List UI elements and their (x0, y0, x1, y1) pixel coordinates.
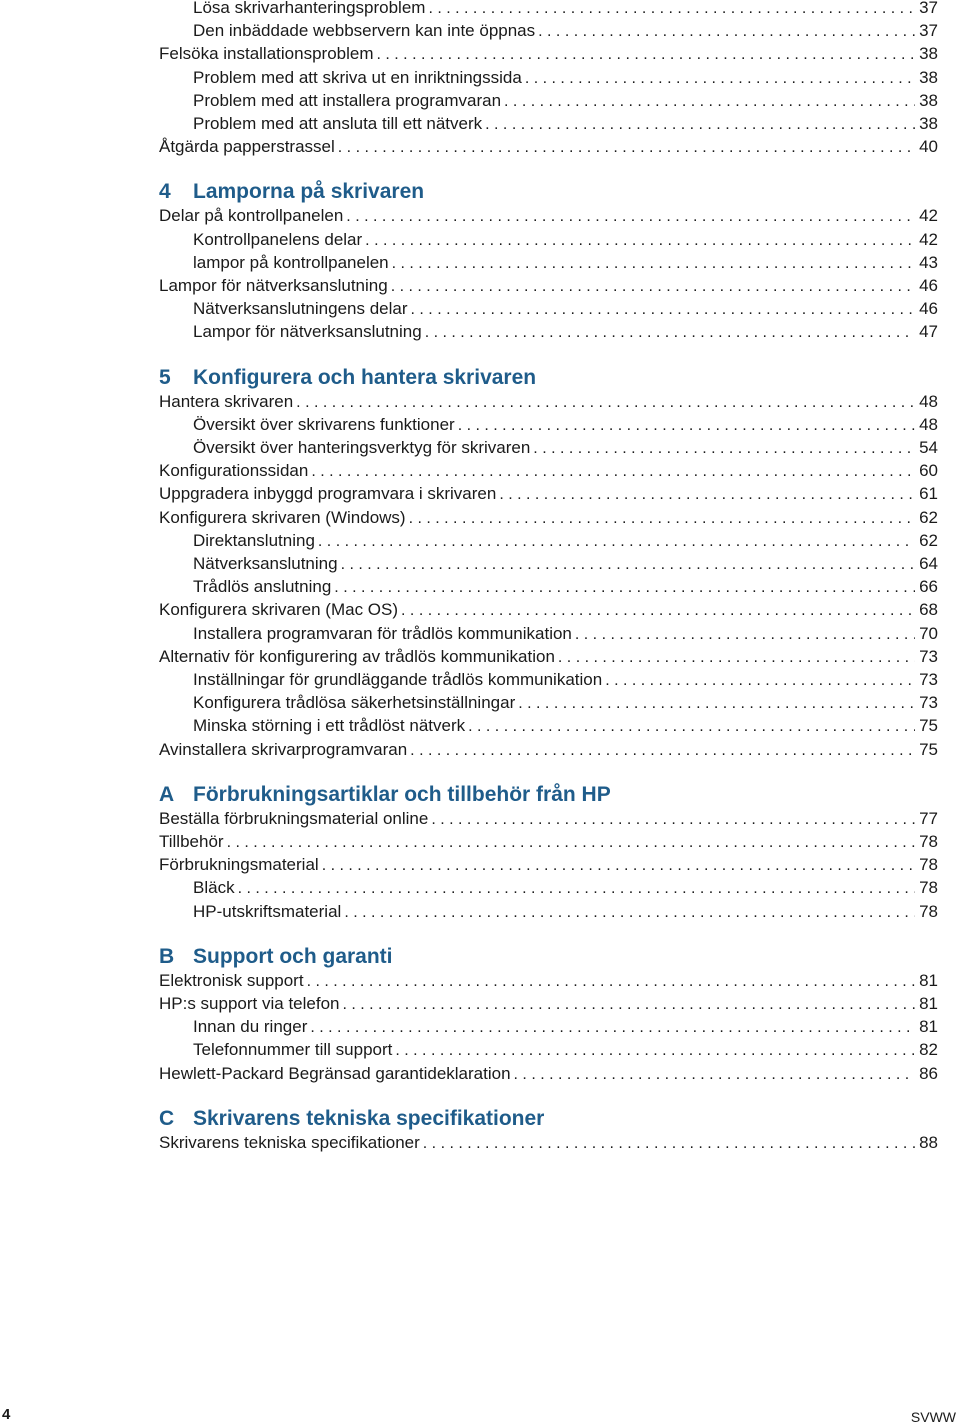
toc-entry[interactable] (159, 253, 938, 276)
toc-entry-page: 66 (919, 577, 938, 597)
toc-entry-title: HP-utskriftsmaterial (193, 901, 342, 921)
toc-entry-page: 70 (919, 623, 938, 643)
toc-entry-page: 42 (919, 229, 938, 249)
dot-leader (365, 231, 915, 251)
toc-entry[interactable] (159, 68, 938, 91)
dot-leader (377, 45, 916, 65)
toc-entry-page: 43 (919, 252, 938, 272)
toc-entry-page: 62 (919, 507, 938, 527)
toc-entry[interactable] (159, 415, 938, 438)
toc-entry-page: 38 (919, 44, 938, 64)
toc-entry-title: Konfigurationssidan (159, 461, 309, 481)
dot-leader (514, 1065, 916, 1085)
toc-entry-title: Konfigurera trådlösa säkerhetsinställningar (193, 693, 516, 713)
dot-leader (334, 578, 915, 598)
dot-leader (425, 323, 915, 343)
toc-entry-title: Nätverksanslutning (193, 554, 338, 573)
toc-entry[interactable] (159, 230, 938, 253)
toc-entry-page: 86 (919, 1063, 938, 1083)
toc-entry[interactable] (159, 0, 938, 21)
dot-leader (318, 532, 915, 552)
dot-leader (605, 671, 915, 691)
toc-entry-page: 62 (919, 530, 938, 550)
toc-entry-page: 75 (919, 739, 938, 759)
dot-leader (411, 300, 916, 320)
footer-language-code: SVWW (910, 1409, 956, 1425)
toc-entry-title: Elektronisk support (159, 970, 304, 990)
toc-entry-title: Skrivarens tekniska specifikationer (159, 1132, 420, 1152)
chapter-number: A (159, 782, 175, 806)
dot-leader (499, 485, 915, 505)
toc-entry-title: Översikt över skrivarens funktioner (193, 414, 455, 434)
dot-leader (428, 0, 915, 19)
toc-entry-title: Åtgärda papperstrassel (159, 137, 335, 157)
toc-entry-title: Problem med att skriva ut en inriktningssida (193, 67, 522, 87)
toc-entry-page: 38 (919, 90, 938, 110)
toc-entry-title: Telefonnummer till support (193, 1040, 393, 1060)
toc-entry-title: Konfigurera skrivaren (Windows) (159, 507, 406, 527)
toc-entry-title: Lösa skrivarhanteringsproblem (193, 0, 426, 17)
toc-entry[interactable] (159, 832, 938, 855)
toc-entry[interactable] (159, 484, 938, 507)
toc-entry[interactable] (159, 1064, 938, 1087)
dot-leader (346, 207, 915, 227)
dot-leader (392, 254, 915, 274)
chapter-heading (159, 943, 393, 973)
toc-entry[interactable] (159, 461, 938, 484)
toc-entry-title: Alternativ för konfigurering av trådlös kommunikation (159, 646, 555, 666)
toc-entry-page: 37 (919, 21, 938, 41)
toc-entry-page: 46 (919, 299, 938, 319)
chapter-number: 5 (159, 365, 171, 389)
chapter-title: Skrivarens tekniska specifikationer (193, 1106, 545, 1130)
dot-leader (238, 879, 916, 899)
dot-leader (342, 995, 915, 1015)
toc-entry-page: 61 (919, 484, 938, 504)
dot-leader (575, 625, 915, 645)
chapter-heading (159, 781, 611, 811)
dot-leader (558, 648, 915, 668)
toc-entry-page: 81 (919, 970, 938, 990)
toc-entry-title: Delar på kontrollpanelen (159, 206, 344, 226)
toc-entry-page: 78 (919, 878, 938, 898)
toc-entry-page: 88 (919, 1132, 938, 1152)
toc-entry-title: Direktanslutning (193, 530, 315, 550)
toc-entry-title: Den inbäddade webbservern kan inte öppnas (193, 21, 536, 41)
toc-entry-title: HP:s support via telefon (159, 994, 340, 1013)
dot-leader (311, 462, 915, 482)
toc-entry[interactable] (159, 647, 938, 670)
chapter-number: C (159, 1106, 175, 1130)
toc-entry[interactable] (159, 693, 938, 716)
toc-entry-title: Problem med att installera programvaran (193, 90, 502, 110)
toc-entry[interactable] (159, 878, 938, 901)
toc-entry-title: Uppgradera inbyggd programvara i skrivaren (159, 484, 497, 504)
toc-entry[interactable] (159, 577, 938, 600)
dot-leader (401, 601, 915, 621)
toc-entry[interactable] (159, 971, 938, 994)
toc-entry-title: Avinstallera skrivarprogramvaran (159, 739, 408, 759)
toc-entry-page: 54 (919, 438, 938, 457)
toc-entry-page: 78 (919, 832, 938, 851)
dot-leader (296, 393, 915, 413)
toc-entry[interactable] (159, 299, 938, 322)
toc-entry-page: 64 (919, 554, 938, 573)
dot-leader (504, 92, 915, 112)
toc-entry-title: Konfigurera skrivaren (Mac OS) (159, 600, 399, 620)
toc-entry-title: Hewlett-Packard Begränsad garantideklaration (159, 1063, 511, 1083)
dot-leader (341, 555, 916, 575)
toc-entry[interactable] (159, 624, 938, 647)
toc-entry[interactable] (159, 137, 938, 160)
toc-entry-title: Kontrollpanelens delar (193, 229, 363, 249)
toc-entry-page: 73 (919, 646, 938, 666)
toc-entry-page: 68 (919, 600, 938, 620)
toc-entry-page: 77 (919, 808, 938, 828)
toc-entry-title: Översikt över hanteringsverktyg för skrivaren (193, 438, 531, 457)
toc-entry-page: 78 (919, 901, 938, 921)
toc-entry-title: Innan du ringer (193, 1017, 308, 1037)
toc-entry-title: Lampor för nätverksanslutning (193, 322, 422, 342)
chapter-title: Förbrukningsartiklar och tillbehör från HP (193, 782, 611, 806)
dot-leader (525, 69, 915, 89)
chapter-title: Lamporna på skrivaren (193, 180, 425, 204)
toc-entry-title: Lampor för nätverksanslutning (159, 276, 388, 295)
chapter-heading (159, 178, 424, 208)
toc-entry[interactable] (159, 114, 938, 137)
toc-entry-title: lampor på kontrollpanelen (193, 252, 389, 272)
toc-entry[interactable] (159, 276, 938, 299)
toc-entry[interactable] (159, 994, 938, 1017)
toc-entry-title: Förbrukningsmaterial (159, 855, 319, 875)
footer-page-number: 4 (2, 1406, 11, 1423)
dot-leader (538, 22, 915, 42)
dot-leader (322, 856, 915, 876)
toc-entry[interactable] (159, 44, 938, 67)
toc-entry[interactable] (159, 206, 938, 229)
toc-entry[interactable] (159, 554, 938, 577)
dot-leader (310, 1018, 915, 1038)
dot-leader (431, 810, 915, 830)
toc-entry-page: 60 (919, 461, 938, 481)
toc-entry[interactable] (159, 21, 938, 44)
dot-leader (410, 741, 915, 761)
toc-entry-page: 40 (919, 137, 938, 157)
chapter-number: 4 (159, 180, 171, 204)
dot-leader (485, 115, 915, 135)
dot-leader (423, 1134, 915, 1154)
dot-leader (533, 439, 915, 459)
toc-entry-title: Minska störning i ett trådlöst nätverk (193, 716, 466, 736)
toc-entry-title: Beställa förbrukningsmaterial online (159, 808, 429, 828)
toc-entry[interactable] (159, 1133, 938, 1156)
toc-entry[interactable] (159, 902, 938, 925)
toc-entry-title: Inställningar för grundläggande trådlös kommunikation (193, 670, 603, 689)
toc-entry-page: 73 (919, 693, 938, 713)
toc-entry-page: 48 (919, 391, 938, 411)
toc-entry-page: 42 (919, 206, 938, 226)
toc-entry-title: Hantera skrivaren (159, 391, 294, 411)
toc-entry[interactable] (159, 740, 938, 763)
toc-entry[interactable] (159, 855, 938, 878)
dot-leader (409, 509, 915, 529)
chapter-heading (159, 364, 536, 394)
toc-entry[interactable] (159, 508, 938, 531)
toc-entry[interactable] (159, 438, 938, 461)
toc-entry-page: 81 (919, 1017, 938, 1037)
toc-entry-page: 78 (919, 855, 938, 875)
dot-leader (518, 694, 915, 714)
dot-leader (307, 972, 916, 992)
chapter-title: Support och garanti (193, 944, 393, 968)
toc-entry-title: Trådlös anslutning (193, 577, 332, 597)
dot-leader (391, 277, 915, 297)
toc-entry-page: 38 (919, 114, 938, 133)
toc-entry-title: Tillbehör (159, 832, 224, 851)
toc-entry[interactable] (159, 392, 938, 415)
toc-entry-page: 46 (919, 276, 938, 295)
toc-entry-page: 38 (919, 67, 938, 87)
toc-entry[interactable] (159, 809, 938, 832)
toc-entry-title: Nätverksanslutningens delar (193, 299, 408, 319)
chapter-number: B (159, 944, 175, 968)
toc-entry[interactable] (159, 531, 938, 554)
toc-entry-page: 81 (919, 994, 938, 1013)
dot-leader (468, 717, 915, 737)
toc-entry-page: 48 (919, 414, 938, 434)
toc-entry[interactable] (159, 600, 938, 623)
toc-entry[interactable] (159, 670, 938, 693)
toc-entry-page: 37 (919, 0, 938, 17)
chapter-title: Konfigurera och hantera skrivaren (193, 365, 537, 389)
toc-entry-title: Problem med att ansluta till ett nätverk (193, 114, 483, 133)
toc-entry[interactable] (159, 1017, 938, 1040)
toc-entry-page: 73 (919, 670, 938, 689)
toc-entry[interactable] (159, 322, 938, 345)
toc-entry-title: Felsöka installationsproblem (159, 44, 374, 64)
toc-entry-page: 47 (919, 322, 938, 342)
dot-leader (344, 903, 915, 923)
toc-entry-title: Installera programvaran för trådlös kommunikation (193, 623, 572, 643)
toc-entry[interactable] (159, 1040, 938, 1063)
toc-entry[interactable] (159, 716, 938, 739)
toc-entry-page: 75 (919, 716, 938, 736)
dot-leader (395, 1041, 915, 1061)
toc-entry-page: 82 (919, 1040, 938, 1060)
dot-leader (338, 138, 915, 158)
dot-leader (458, 416, 915, 436)
dot-leader (227, 833, 916, 853)
chapter-heading (159, 1105, 544, 1135)
toc-entry[interactable] (159, 91, 938, 114)
toc-entry-title: Bläck (193, 878, 235, 898)
